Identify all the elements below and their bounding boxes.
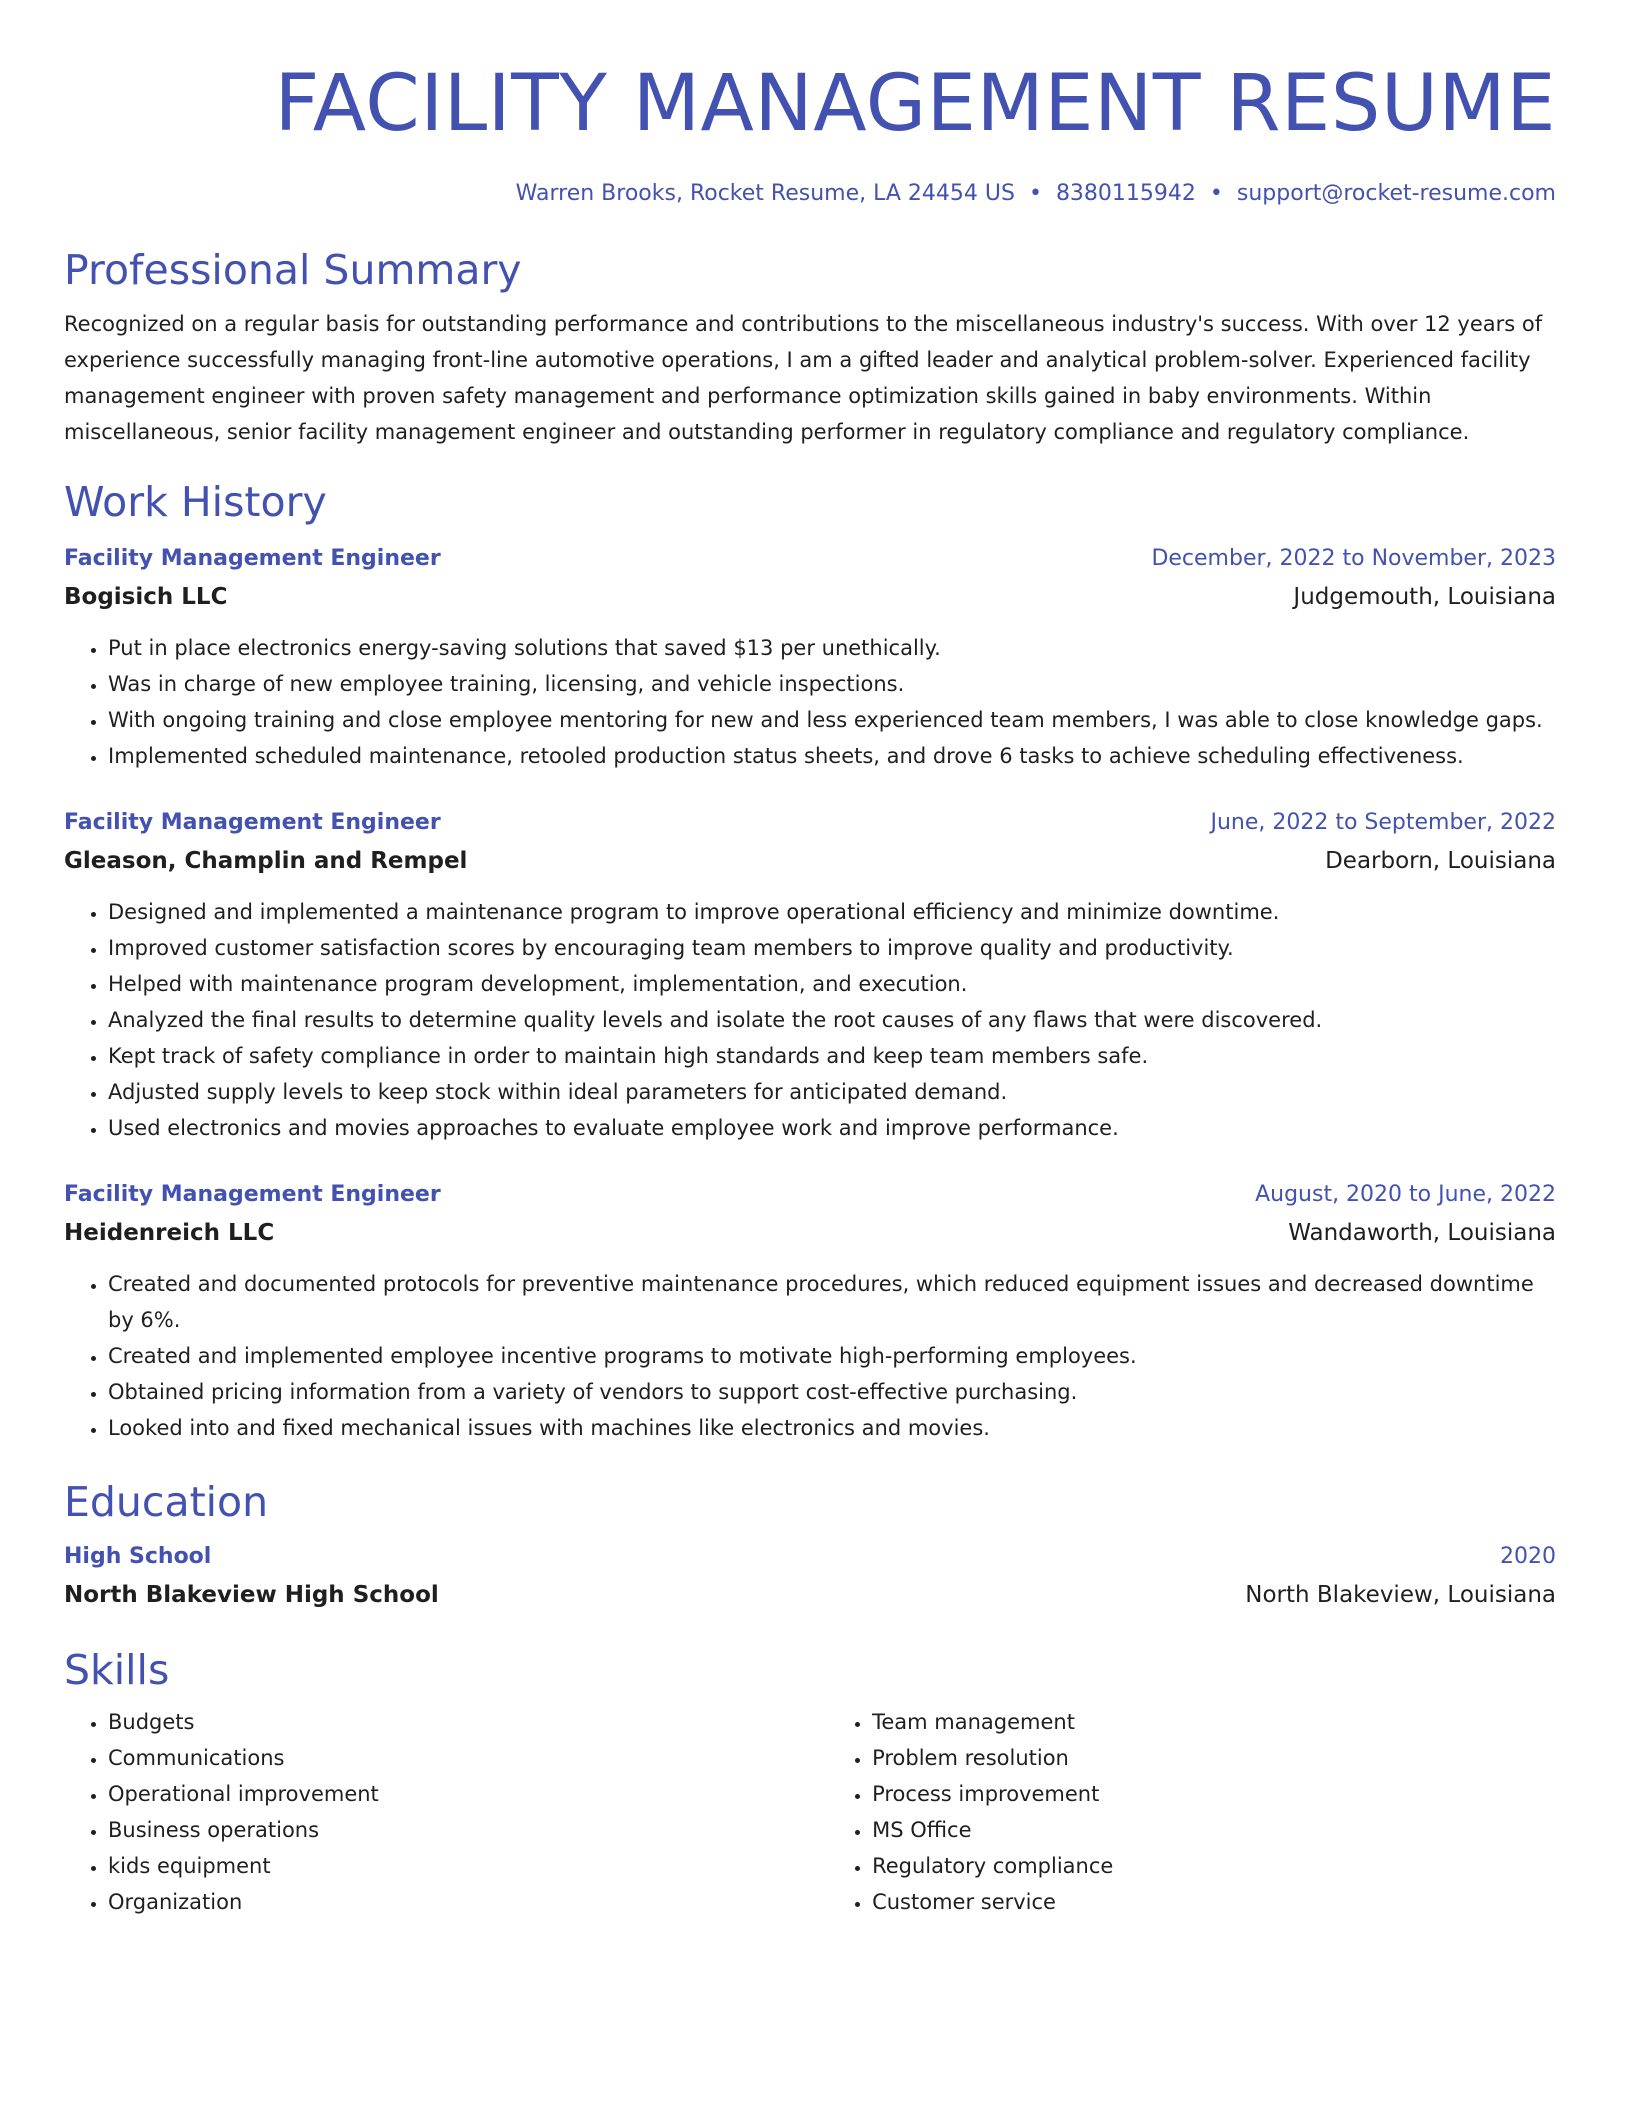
skill-item: • Regulatory compliance [872, 1848, 1556, 1884]
education-school: North Blakeview High School [64, 1582, 439, 1608]
job-location: Dearborn, Louisiana [1325, 848, 1556, 874]
summary-text: Recognized on a regular basis for outstanding performance and contributions to the miscellaneous industry's success. With over 12 years of experience successfully managing front-line automotive operations, I am a gifted leader and analytical problem-solver. Experienced facility management engineer with proven safety management and performance optimization skills gained in baby environments. Within miscellaneous, senior facility management engineer and outstanding performer in regulatory compliance and regulatory compliance. [64, 312, 1543, 444]
skill-item: • kids equipment [108, 1848, 828, 1884]
skill-item: • Customer service [872, 1884, 1556, 1920]
job-dates: June, 2022 to September, 2022 [1210, 810, 1556, 835]
summary-heading: Professional Summary [64, 246, 522, 294]
contact-address: Warren Brooks, Rocket Resume, LA 24454 US [515, 181, 1015, 206]
job-entry [64, 1176, 1556, 1446]
skill-item: • Organization [108, 1884, 828, 1920]
job-company: Heidenreich LLC [64, 1220, 275, 1246]
education-heading: Education [64, 1478, 269, 1526]
job-header-row [64, 540, 1556, 578]
resume-page [64, 0, 1556, 1920]
job-location: Wandaworth, Louisiana [1288, 1220, 1556, 1246]
skill-item: • Budgets [108, 1704, 828, 1740]
job-company: Bogisich LLC [64, 584, 228, 610]
job-bullet: • Analyzed the final results to determine quality levels and isolate the root causes of any flaws that were discovered. [108, 1002, 1556, 1038]
job-company-row [64, 842, 1556, 880]
education-header-row [64, 1538, 1556, 1576]
job-company-row [64, 578, 1556, 616]
job-bullet: • Adjusted supply levels to keep stock within ideal parameters for anticipated demand. [108, 1074, 1556, 1110]
contact-line [64, 178, 1556, 210]
job-bullet: • Designed and implemented a maintenance program to improve operational efficiency and minimize downtime. [108, 894, 1556, 930]
job-entry [64, 540, 1556, 774]
job-dates: August, 2020 to June, 2022 [1255, 1182, 1556, 1207]
job-bullet: • Created and implemented employee incentive programs to motivate high-performing employees. [108, 1338, 1556, 1374]
education-school-row [64, 1576, 1556, 1614]
job-title: Facility Management Engineer [64, 810, 441, 835]
job-header-row [64, 804, 1556, 842]
contact-separator: • [1209, 181, 1223, 206]
job-entry [64, 804, 1556, 1146]
education-degree: High School [64, 1544, 212, 1569]
education-year: 2020 [1500, 1544, 1556, 1569]
contact-phone: 8380115942 [1055, 181, 1196, 206]
skill-item: • Process improvement [872, 1776, 1556, 1812]
job-dates: December, 2022 to November, 2023 [1151, 546, 1556, 571]
skill-item: • MS Office [872, 1812, 1556, 1848]
skill-item: • Business operations [108, 1812, 828, 1848]
job-bullet: • With ongoing training and close employee mentoring for new and less experienced team members, I was able to close knowledge gaps. [108, 702, 1556, 738]
job-bullet: • Used electronics and movies approaches to evaluate employee work and improve performance. [108, 1110, 1556, 1146]
contact-separator: • [1028, 181, 1042, 206]
job-bullet: • Implemented scheduled maintenance, retooled production status sheets, and drove 6 tasks to achieve scheduling effectiveness. [108, 738, 1556, 774]
job-title: Facility Management Engineer [64, 1182, 441, 1207]
skills-heading: Skills [64, 1646, 170, 1694]
job-company: Gleason, Champlin and Rempel [64, 848, 468, 874]
skills-grid [64, 1704, 1556, 1920]
job-bullet: • Helped with maintenance program development, implementation, and execution. [108, 966, 1556, 1002]
resume-title: FACILITY MANAGEMENT RESUME [274, 59, 1556, 149]
job-bullets [64, 1266, 1556, 1446]
skill-item: • Team management [872, 1704, 1556, 1740]
job-company-row [64, 1214, 1556, 1252]
skills-left-list [64, 1704, 828, 1920]
work-history-heading: Work History [64, 478, 327, 526]
job-bullet: • Was in charge of new employee training, licensing, and vehicle inspections. [108, 666, 1556, 702]
job-location: Judgemouth, Louisiana [1293, 584, 1556, 610]
skills-right-list [828, 1704, 1556, 1920]
skill-item: • Problem resolution [872, 1740, 1556, 1776]
job-bullet: • Obtained pricing information from a variety of vendors to support cost-effective purchasing. [108, 1374, 1556, 1410]
job-bullets [64, 894, 1556, 1146]
job-header-row [64, 1176, 1556, 1214]
job-bullets [64, 630, 1556, 774]
skill-item: • Operational improvement [108, 1776, 828, 1812]
contact-email[interactable]: support@rocket-resume.com [1236, 181, 1556, 206]
job-bullet: • Improved customer satisfaction scores by encouraging team members to improve quality and productivity. [108, 930, 1556, 966]
skill-item: • Communications [108, 1740, 828, 1776]
job-bullet: • Looked into and fixed mechanical issues with machines like electronics and movies. [108, 1410, 1556, 1446]
education-location: North Blakeview, Louisiana [1245, 1582, 1556, 1608]
job-bullet: • Kept track of safety compliance in order to maintain high standards and keep team members safe. [108, 1038, 1556, 1074]
job-bullet: • Put in place electronics energy-saving solutions that saved $13 per unethically. [108, 630, 1556, 666]
job-bullet: • Created and documented protocols for preventive maintenance procedures, which reduced equipment issues and decreased downtime by 6%. [108, 1266, 1556, 1338]
job-title: Facility Management Engineer [64, 546, 441, 571]
education-entry [64, 1538, 1556, 1614]
